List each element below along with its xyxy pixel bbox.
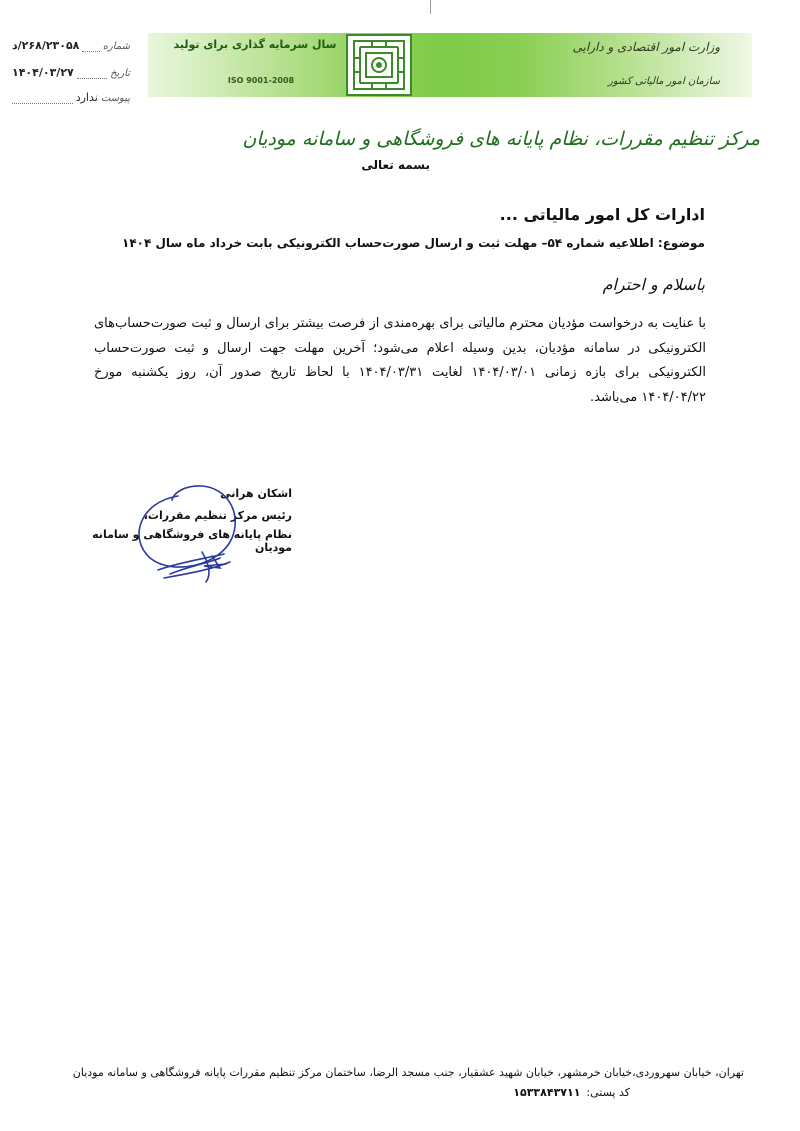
letter-attachment: ندارد	[75, 91, 98, 104]
greeting: باسلام و احترام	[602, 275, 705, 294]
dotted-line	[82, 41, 99, 52]
fold-mark	[430, 0, 431, 14]
letter-date-label: تاریخ	[110, 68, 130, 79]
ministry-name: وزارت امور اقتصادی و دارایی	[572, 40, 720, 54]
signer-title: رئیس مرکز تنظیم مقررات،	[143, 509, 292, 522]
recipient: ادارات کل امور مالیاتی ...	[499, 205, 705, 224]
letter-date: ۱۴۰۴/۰۳/۲۷	[12, 66, 74, 79]
postal-code-label: کد پستی:	[586, 1086, 630, 1099]
letter-number-label: شماره	[102, 41, 130, 52]
dotted-line	[77, 68, 107, 79]
bismillah: بسمه تعالی	[361, 158, 430, 172]
footer-address: تهران، خیابان سهروردی،خیابان خرمشهر، خیابان شهید عشقیار، جنب مسجد الرضا، ساختمان مرکز تنظیم مقررات پایانه فروشگاهی و سامانه مودیان	[72, 1066, 744, 1079]
iso-label: ISO 9001-2008	[227, 76, 295, 85]
year-slogan: سال سرمایه گذاری برای تولید	[173, 38, 337, 51]
center-title: مرکز تنظیم مقررات، نظام پایانه های فروشگاهی و سامانه مودیان	[242, 128, 760, 150]
letter-attachment-row	[12, 86, 130, 104]
handwritten-signature-icon	[120, 478, 280, 590]
signer-name: اشکان هرانی	[220, 487, 292, 500]
letter-subject: موضوع: اطلاعیه شماره ۵۴– مهلت ثبت و ارسال صورت‌حساب الکترونیکی بابت خرداد ماه سال ۱۴۰۴	[122, 236, 705, 250]
letter-date-row	[12, 61, 130, 79]
dotted-line	[12, 93, 73, 104]
signer-unit: نظام پایانه های فروشگاهی و سامانه مودیان	[92, 528, 292, 554]
organization-emblem-icon	[346, 34, 412, 96]
footer-postal-row	[440, 1086, 630, 1106]
letter-number: ۲۶۸/۲۳۰۵۸/د	[12, 39, 80, 52]
organization-name: سازمان امور مالیاتی کشور	[608, 76, 720, 87]
letter-body: با عنایت به درخواست مؤدیان محترم مالیاتی برای بهره‌مندی از فرصت بیشتر برای ارسال و ثبت صورت‌حساب‌های الکترونیکی در سامانه مؤدیان، بدین وسیله اعلام می‌شود؛ آخرین مهلت جهت ارسال و ثبت صورت‌حساب الکترونیکی برای بازه زمانی ۱۴۰۴/۰۳/۰۱ لغایت ۱۴۰۴/۰۳/۳۱ با لحاظ تاریخ صدور آن، روز یکشنبه مورخ ۱۴۰۴/۰۴/۲۲ می‌باشد.	[94, 316, 706, 405]
postal-code: ۱۵۳۳۸۴۳۷۱۱	[513, 1086, 581, 1099]
letter-number-row	[12, 34, 130, 52]
letter-attachment-label: پیوست	[100, 93, 130, 104]
